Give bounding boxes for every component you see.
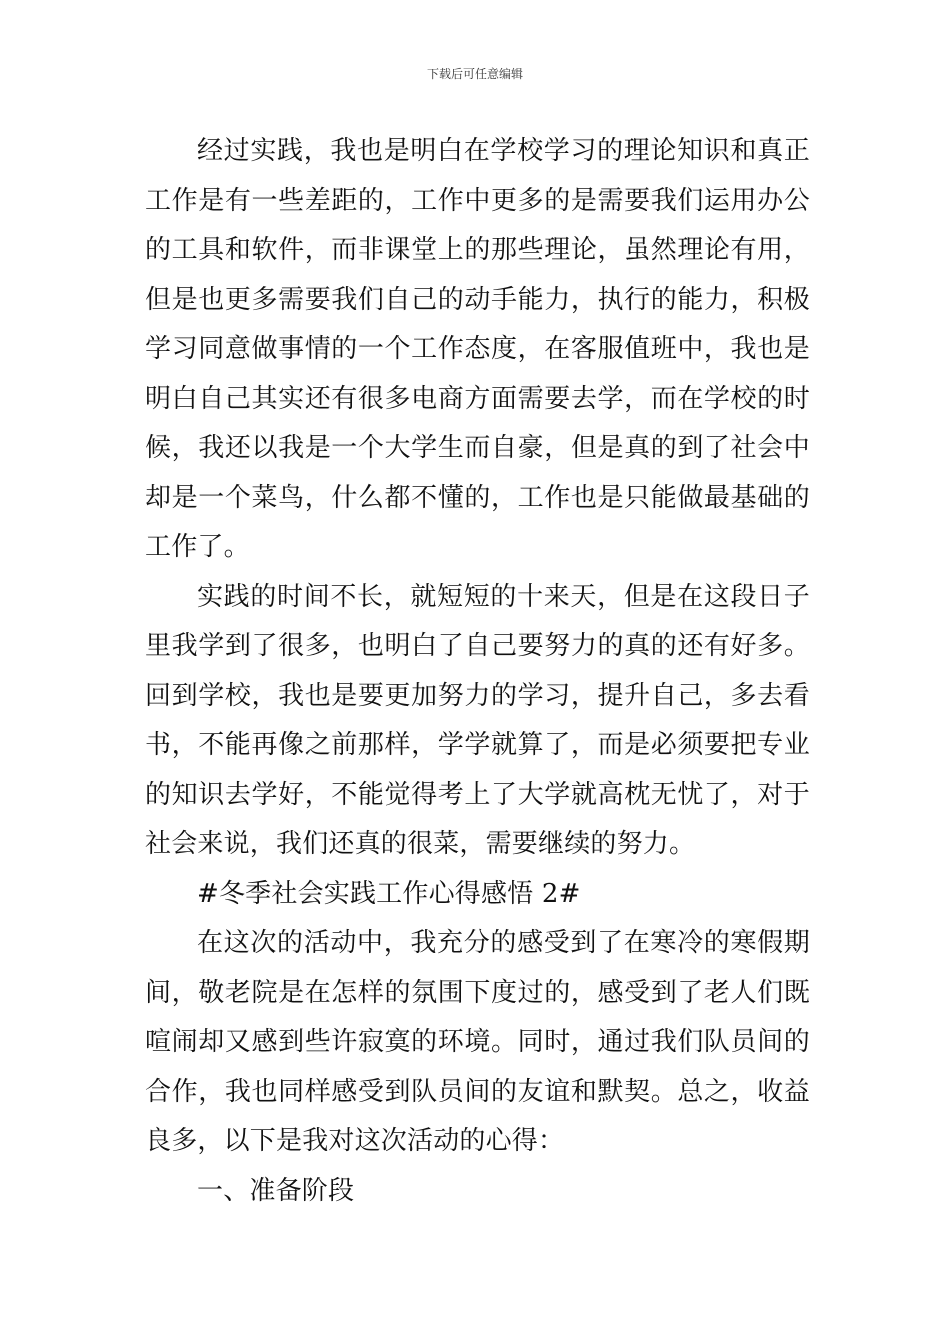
subsection-title-preparation: 一、准备阶段 bbox=[197, 1175, 355, 1206]
paragraph-practice-summary: 实践的时间不长，就短短的十来天，但是在这段日子里我学到了很多，也明白了自己要努力的真的还有好多。回到学校，我也是要更加努力的学习，提升自己，多去看书，不能再像之前那样，学学就算了，而是必须要把专业的知识去学好，不能觉得考上了大学就高枕无忧了，对于社会来说，我们还真的很菜，需要继续的努力。 bbox=[145, 581, 810, 859]
paragraph-practice-gap: 经过实践，我也是明白在学校学习的理论知识和真正工作是有一些差距的，工作中更多的是需要我们运用办公的工具和软件，而非课堂上的那些理论，虽然理论有用，但是也更多需要我们自己的动手能力，执行的能力，积极学习同意做事情的一个工作态度，在客服值班中，我也是明白自己其实还有很多电商方面需要去学，而在学校的时候，我还以我是一个大学生而自豪，但是真的到了社会中却是一个菜鸟，什么都不懂的，工作也是只能做最基础的工作了。 bbox=[145, 136, 810, 562]
document-body bbox=[145, 127, 810, 1216]
header-note: 下载后可任意编辑 bbox=[426, 67, 523, 81]
section-title-2: #冬季社会实践工作心得感悟 2# bbox=[197, 878, 581, 909]
paragraph-activity-intro: 在这次的活动中，我充分的感受到了在寒冷的寒假期间，敬老院是在怎样的氛围下度过的，感受到了老人们既喧闹却又感到些许寂寞的环境。同时，通过我们队员间的合作，我也同样感受到队员间的友谊和默契。总之，收益良多，以下是我对这次活动的心得： bbox=[145, 928, 810, 1156]
